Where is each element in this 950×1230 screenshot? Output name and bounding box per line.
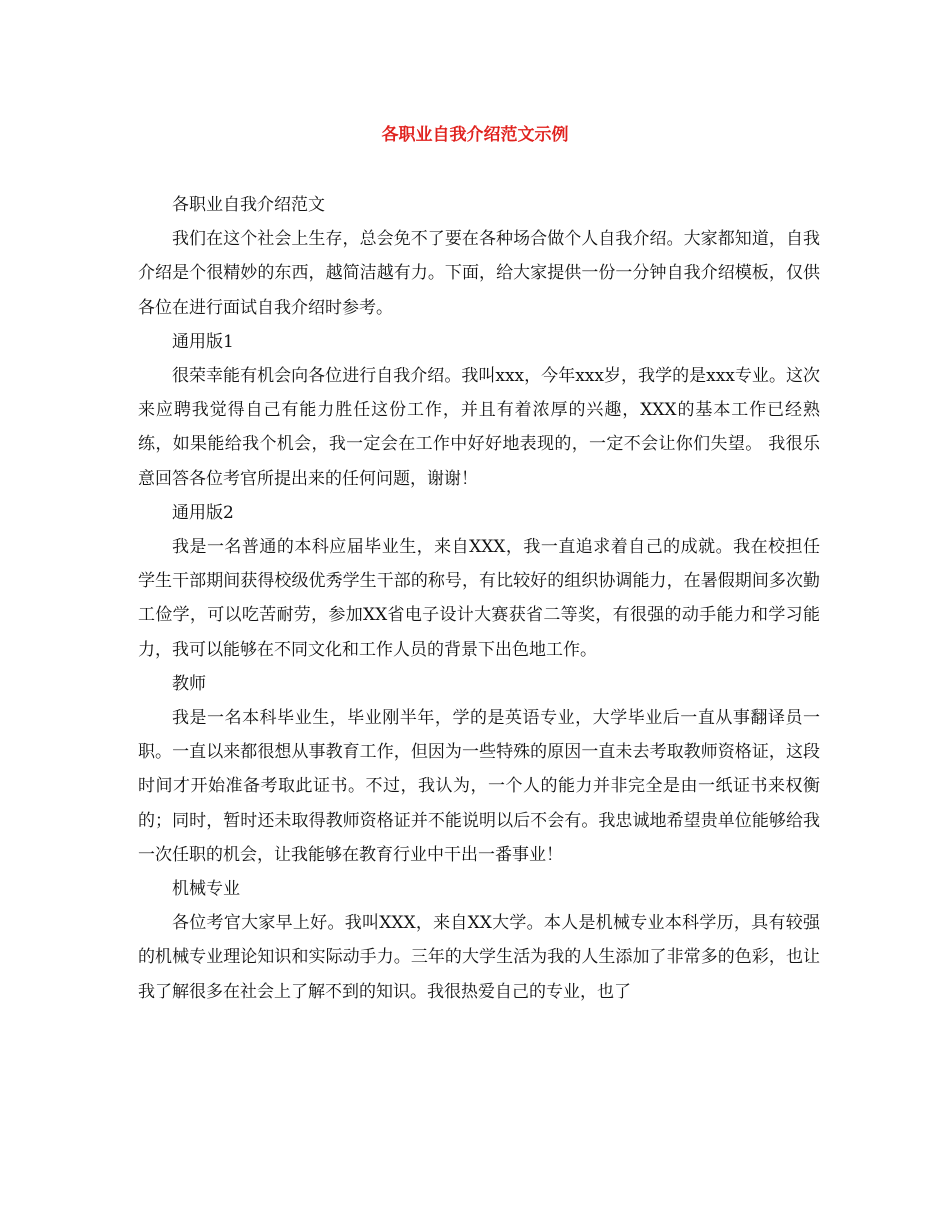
section-heading-general-1: 通用版1 bbox=[172, 331, 234, 352]
document-title: 各职业自我介绍范文示例 bbox=[381, 125, 569, 145]
section-heading-intro: 各职业自我介绍范文 bbox=[172, 195, 325, 215]
paragraph-mechanical: 各位考官大家早上好。我叫XXX，来自XX大学。本人是机械专业本科学历，具有较强的机械专业理论知识和实际动手力。三年的大学生活为我的人生添加了非常多的色彩，也让我了解很多在社会上了解不到的知识。我很热爱自己的专业，也了 bbox=[138, 913, 820, 1002]
paragraph-general-1: 很荣幸能有机会向各位进行自我介绍。我叫xxx，今年xxx岁，我学的是xxx专业。这次来应聘我觉得自己有能力胜任这份工作，并且有着浓厚的兴趣，XXX的基本工作已经熟练，如果能给我个机会，我一定会在工作中好好地表现的，一定不会让你们失望。 我很乐意回答各位考官所提出来的任何问题，谢谢！ bbox=[138, 366, 820, 489]
section-heading-mechanical: 机械专业 bbox=[172, 879, 240, 900]
section-heading-teacher: 教师 bbox=[172, 673, 206, 694]
document-body bbox=[138, 188, 820, 1009]
paragraph-intro: 我们在这个社会上生存，总会免不了要在各种场合做个人自我介绍。大家都知道，自我介绍是个很精妙的东西，越简洁越有力。下面，给大家提供一份一分钟自我介绍模板，仅供各位在进行面试自我介绍时参考。 bbox=[138, 229, 820, 318]
paragraph-general-2: 我是一名普通的本科应届毕业生，来自XXX，我一直追求着自己的成就。我在校担任学生干部期间获得校级优秀学生干部的称号，有比较好的组织协调能力，在暑假期间多次勤工俭学，可以吃苦耐劳，参加XX省电子设计大赛获省二等奖，有很强的动手能力和学习能力，我可以能够在不同文化和工作人员的背景下出色地工作。 bbox=[138, 537, 820, 660]
section-heading-general-2: 通用版2 bbox=[172, 502, 234, 523]
paragraph-teacher: 我是一名本科毕业生，毕业刚半年，学的是英语专业，大学毕业后一直从事翻译员一职。一直以来都很想从事教育工作，但因为一些特殊的原因一直未去考取教师资格证，这段时间才开始准备考取此证书。不过，我认为，一个人的能力并非完全是由一纸证书来权衡的；同时，暂时还未取得教师资格证并不能说明以后不会有。我忠诚地希望贵单位能够给我一次任职的机会，让我能够在教育行业中干出一番事业！ bbox=[138, 708, 820, 865]
